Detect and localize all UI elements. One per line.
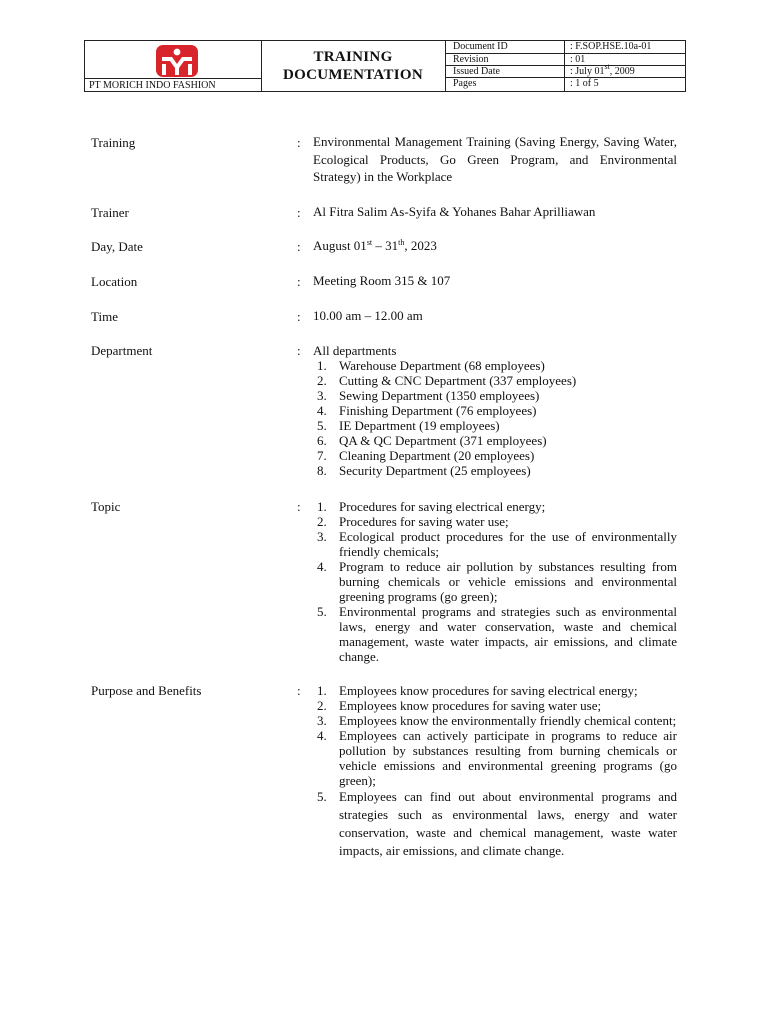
list-item: 7. Cleaning Department (20 employees) <box>317 448 535 463</box>
document-header <box>84 40 686 92</box>
title-line-1: TRAINING <box>313 49 393 65</box>
title-line-2: DOCUMENTATION <box>282 67 423 83</box>
training-label: Training <box>91 135 136 150</box>
colon: : <box>297 499 301 514</box>
meta-value: : July 01st, 2009 <box>570 62 635 77</box>
training-value: Environmental Management Training (Saving Energy, Saving Water, Ecological Products, Go Green Program, and Environmental Strategy) in the Workplace <box>313 134 677 184</box>
colon: : <box>297 343 301 358</box>
location-label: Location <box>91 274 138 289</box>
meta-key: Document ID <box>453 41 508 52</box>
company-name: PT MORICH INDO FASHION <box>85 78 261 91</box>
colon: : <box>297 239 301 254</box>
colon: : <box>297 274 301 289</box>
list-item: 5. Employees can find out about environmental programs and strategies such as environmental laws, energy and water conservation, waste and chemical management, waste water impacts, air emissions, and climate change. <box>317 789 677 858</box>
logo-cell <box>85 41 262 91</box>
list-item: 4. Employees can actively participate in programs to reduce air pollution by substances resulting from burning chemicals or vehicle emissions and environmental greening programs (go green); <box>317 728 677 788</box>
trainer-value: Al Fitra Salim As-Syifa & Yohanes Bahar Aprilliawan <box>313 204 596 219</box>
list-item: 1. Employees know procedures for saving electrical energy; <box>317 683 638 698</box>
company-logo-icon <box>155 44 199 78</box>
colon: : <box>297 205 301 220</box>
list-item: 3. Employees know the environmentally friendly chemical content; <box>317 713 677 728</box>
list-item: 1. Procedures for saving electrical energy; <box>317 499 546 514</box>
department-label: Department <box>91 343 153 358</box>
topic-list <box>313 499 677 664</box>
department-list <box>313 358 677 478</box>
list-item: 4. Finishing Department (76 employees) <box>317 403 537 418</box>
list-item: 2. Procedures for saving water use; <box>317 514 509 529</box>
document-title <box>262 41 444 91</box>
topic-label: Topic <box>91 499 121 514</box>
list-item: 2. Cutting & CNC Department (337 employees) <box>317 373 577 388</box>
time-value: 10.00 am – 12.00 am <box>313 308 423 323</box>
meta-value: : 1 of 5 <box>570 78 599 89</box>
colon: : <box>297 135 301 150</box>
list-item: 6. QA & QC Department (371 employees) <box>317 433 547 448</box>
date-value: August 01st – 31th, 2023 <box>313 238 437 253</box>
list-item: 1. Warehouse Department (68 employees) <box>317 358 545 373</box>
department-intro: All departments <box>313 343 397 358</box>
meta-value: : 01 <box>570 54 586 65</box>
meta-key: Pages <box>453 78 477 89</box>
purpose-label: Purpose and Benefits <box>91 683 202 698</box>
trainer-label: Trainer <box>91 205 129 220</box>
colon: : <box>297 683 301 698</box>
list-item: 2. Employees know procedures for saving water use; <box>317 698 602 713</box>
meta-key: Revision <box>453 54 489 65</box>
purpose-list <box>313 683 677 860</box>
time-label: Time <box>91 309 118 324</box>
meta-row-pages <box>446 77 686 91</box>
meta-key: Issued Date <box>453 66 500 77</box>
colon: : <box>297 309 301 324</box>
list-item: 5. IE Department (19 employees) <box>317 418 500 433</box>
list-item: 3. Sewing Department (1350 employees) <box>317 388 540 403</box>
date-label: Day, Date <box>91 239 143 254</box>
topic-value <box>313 499 677 664</box>
purpose-value <box>313 683 677 860</box>
document-meta <box>445 41 686 91</box>
location-value: Meeting Room 315 & 107 <box>313 273 451 288</box>
department-value <box>313 343 677 478</box>
list-item: 4. Program to reduce air pollution by substances resulting from burning chemicals or vehicle emissions and environmental greening programs (go green); <box>317 559 677 604</box>
list-item: 8. Security Department (25 employees) <box>317 463 531 478</box>
list-item: 5. Environmental programs and strategies such as environmental laws, energy and water conservation, waste and chemical management, waste water impacts, air emissions, and climate change. <box>317 604 677 664</box>
list-item: 3. Ecological product procedures for the use of environmentally friendly chemicals; <box>317 529 677 559</box>
meta-value: : F.SOP.HSE.10a-01 <box>570 41 652 52</box>
